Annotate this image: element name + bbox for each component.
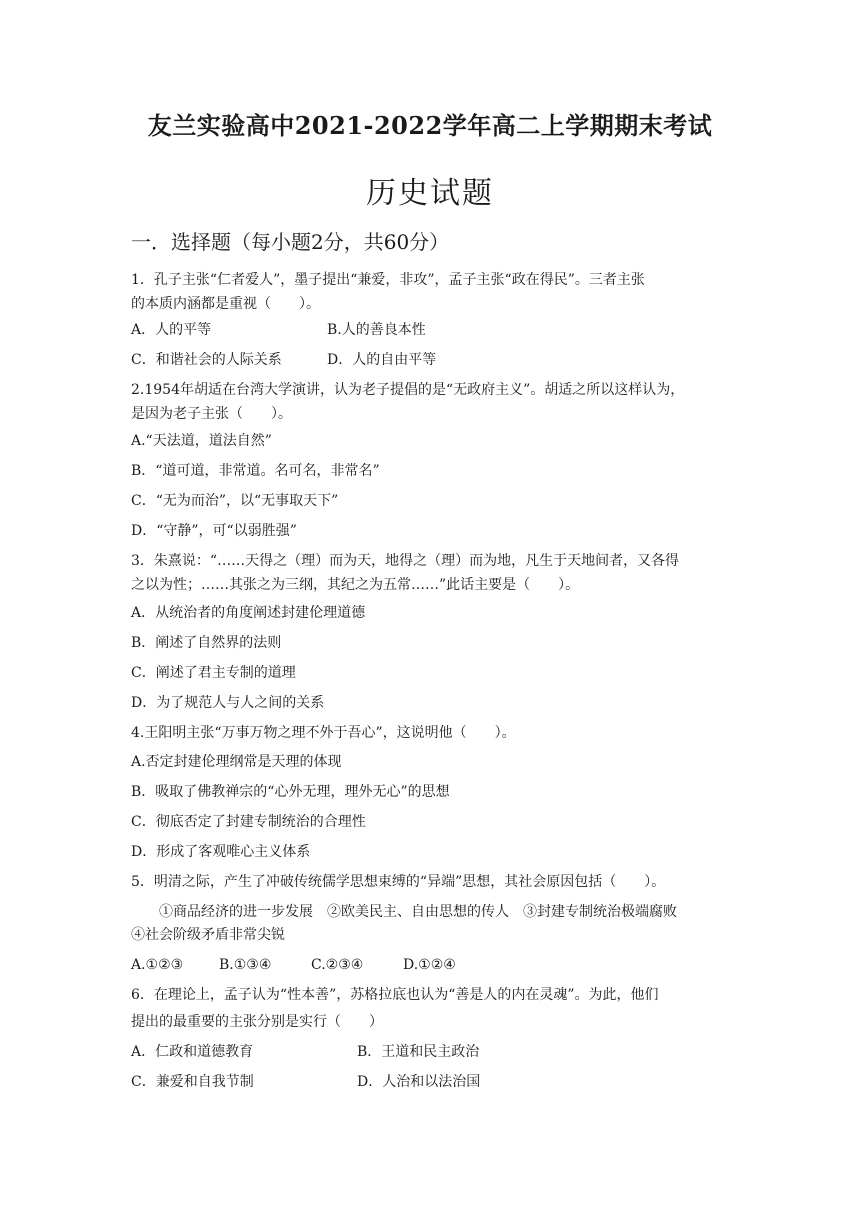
section-heading: 一．选择题（每小题2分，共60分） — [131, 230, 450, 254]
q3-option-c: C．阐述了君主专制的道理 — [131, 665, 296, 681]
q6-stem-line1: 6．在理论上，孟子认为“性本善”，苏格拉底也认为“善是人的内在灵魂”。为此，他们 — [131, 987, 659, 1003]
q5-stem-line2: ①商品经济的进一步发展 ②欧美民主、自由思想的传人 ③封建专制统治极端腐败 — [159, 904, 677, 920]
q5-stem-line3: ④社会阶级矛盾非常尖锐 — [131, 927, 285, 943]
q6-option-b: B．王道和民主政治 — [357, 1044, 480, 1060]
q3-stem-line2: 之以为性；……其张之为三纲，其纪之为五常……”此话主要是（ ）。 — [131, 577, 580, 593]
q4-option-b: B．吸取了佛教禅宗的“心外无理，理外无心”的思想 — [131, 784, 450, 800]
q2-option-c: C．“无为而治”，以“无事取天下” — [131, 493, 339, 509]
q5-option-c: C.②③④ — [311, 957, 364, 973]
q1-option-a: A．人的平等 — [131, 322, 212, 338]
q4-option-a: A.否定封建伦理纲常是天理的体现 — [131, 754, 342, 770]
q3-stem-line1: 3．朱熹说：“……天得之（理）而为天，地得之（理）而为地，凡生于天地间者，又各得 — [131, 553, 680, 569]
q1-stem-line1: 1．孔子主张“仁者爱人”，墨子提出“兼爱，非攻”，孟子主张“政在得民”。三者主张 — [131, 272, 645, 288]
q6-option-c: C．兼爱和自我节制 — [131, 1074, 254, 1090]
q4-option-c: C．彻底否定了封建专制统治的合理性 — [131, 814, 366, 830]
q1-option-c: C．和谐社会的人际关系 — [131, 352, 282, 368]
q6-option-d: D．人治和以法治国 — [357, 1074, 481, 1090]
q3-option-a: A．从统治者的角度阐述封建伦理道德 — [131, 605, 366, 621]
q4-option-d: D．形成了客观唯心主义体系 — [131, 844, 311, 860]
q5-option-a: A.①②③ — [131, 957, 184, 973]
q1-option-d: D．人的自由平等 — [327, 352, 437, 368]
q2-stem-line2: 是因为老子主张（ ）。 — [131, 406, 292, 422]
q5-option-b: B.①③④ — [219, 957, 272, 973]
q6-stem-line2: 提出的最重要的主张分别是实行（ ） — [131, 1014, 383, 1030]
q2-stem-line1: 2.1954年胡适在台湾大学演讲，认为老子提倡的是“无政府主义”。胡适之所以这样认为， — [131, 382, 685, 398]
q4-stem-line1: 4.王阳明主张“万事万物之理不外于吾心”，这说明他（ ）。 — [131, 725, 516, 741]
q5-stem-line1: 5．明清之际，产生了冲破传统儒学思想束缚的“异端”思想，其社会原因包括（ ）。 — [131, 874, 666, 890]
q5-option-d: D.①②④ — [403, 957, 456, 973]
q2-option-b: B．“道可道，非常道。名可名，非常名” — [131, 463, 380, 479]
q6-option-a: A．仁政和道德教育 — [131, 1044, 254, 1060]
page-subtitle: 历史试题 — [366, 176, 494, 211]
q3-option-b: B．阐述了自然界的法则 — [131, 635, 282, 651]
q2-option-d: D．“守静”，可“以弱胜强” — [131, 523, 297, 539]
q2-option-a: A.“天法道，道法自然” — [131, 433, 272, 449]
page-title: 友兰实验高中2021-2022学年高二上学期期末考试 — [147, 111, 713, 140]
q1-option-b: B.人的善良本性 — [327, 322, 426, 338]
q3-option-d: D．为了规范人与人之间的关系 — [131, 695, 325, 711]
q1-stem-line2: 的本质内涵都是重视（ ）。 — [131, 296, 320, 312]
